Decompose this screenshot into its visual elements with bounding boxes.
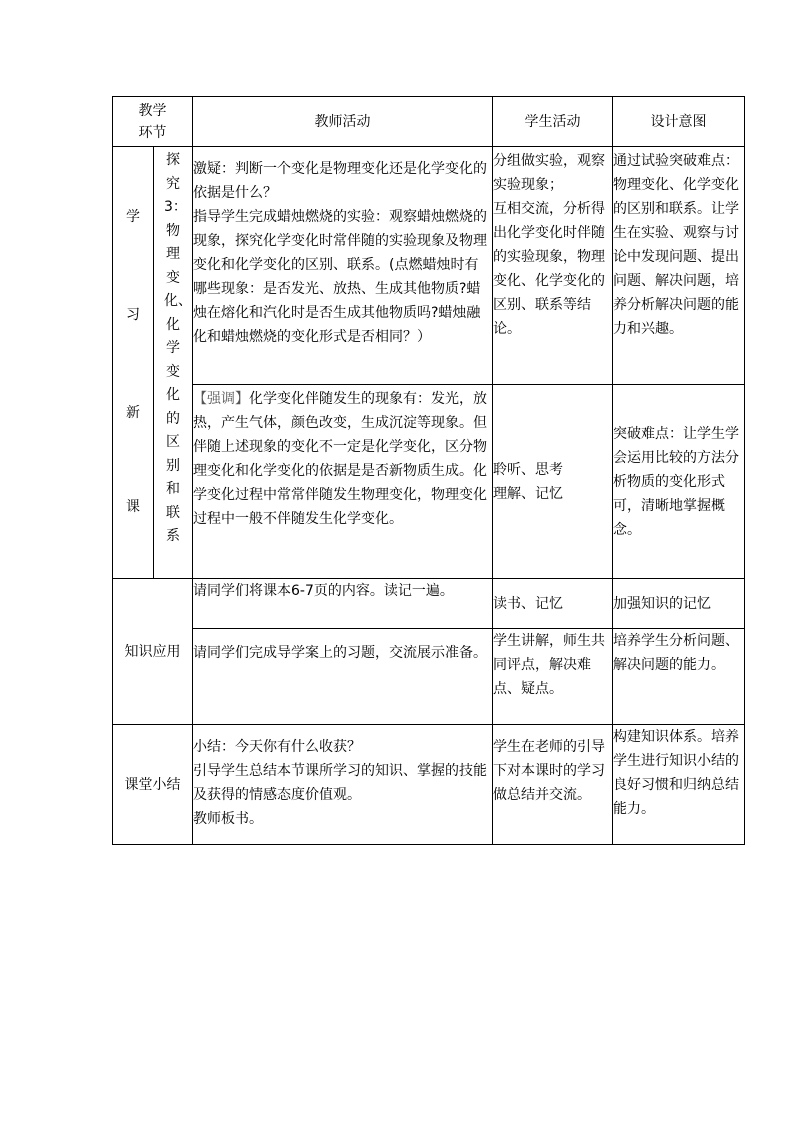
student-activity-cell bbox=[493, 385, 613, 579]
teacher-activity-text: 小结：今天你有什么收获？ 引导学生总结本节课所学习的知识、掌握的技能及获得的情感态度价值观。 教师板书。 bbox=[193, 739, 487, 827]
teacher-activity-cell bbox=[193, 147, 493, 385]
student-activity-text: 学生讲解，师生共同评点，解决难点、疑点。 bbox=[493, 633, 605, 697]
design-intent-cell bbox=[613, 725, 745, 845]
design-intent-text: 突破难点：让学生学会运用比较的方法分析物质的变化形式可，清晰地掌握概念。 bbox=[613, 425, 739, 538]
header-teacher-activity: 教师活动 bbox=[193, 97, 493, 147]
design-intent-cell bbox=[613, 147, 745, 385]
sub-stage-label: 探究3：物理变化、化学变化的区别和联系 bbox=[164, 152, 192, 544]
teacher-activity-text: 激疑：判断一个变化是物理变化还是化学变化的依据是什么？ 指导学生完成蜡烛燃烧的实验：观察蜡烛燃烧的现象，探究化学变化时常伴随的实验现象及物理变化和化学变化的区别、联系。(点燃蜡烛时有哪些现象：是否发光、放热、生成其他物质?蜡烛在熔化和汽化时是否生成其他物质吗?蜡烛融化和蜡烛燃烧的变化形式是否相同？） bbox=[193, 161, 487, 345]
table-row bbox=[113, 147, 745, 385]
student-activity-text: 学生在老师的引导下对本课时的学习做总结并交流。 bbox=[493, 739, 605, 803]
table-row bbox=[113, 629, 745, 725]
teacher-activity-text: 请同学们完成导学案上的习题，交流展示准备。 bbox=[193, 645, 487, 661]
student-activity-text: 分组做实验，观察实验现象； 互相交流，分析得出化学变化时伴随的实验现象，物理变化、化学变化的区别、联系等结论。 bbox=[493, 153, 605, 337]
design-intent-text: 构建知识体系。培养学生进行知识小结的良好习惯和归纳总结能力。 bbox=[613, 729, 739, 817]
student-activity-cell bbox=[493, 579, 613, 629]
teacher-activity-cell bbox=[193, 629, 493, 725]
student-activity-text: 聆听、思考 理解、记忆 bbox=[493, 461, 563, 502]
teacher-activity-text: 请同学们将课本6-7页的内容。读记一遍。 bbox=[193, 583, 454, 599]
teacher-activity-cell bbox=[193, 579, 493, 629]
teacher-activity-text: 【强调】化学变化伴随发生的现象有：发光，放热，产生气体，颜色改变，生成沉淀等现象。但伴随上述现象的变化不一定是化学变化，区分物理变化和化学变化的依据是是否新物质生成。化学变化过程中常常伴随发生物理变化，物理变化过程中一般不伴随发生化学变化。 bbox=[193, 391, 487, 527]
header-stage: 教学环节 bbox=[113, 97, 193, 147]
teacher-activity-cell bbox=[193, 385, 493, 579]
table-row bbox=[113, 579, 745, 629]
design-intent-cell bbox=[613, 629, 745, 725]
student-activity-cell bbox=[493, 725, 613, 845]
stage-char: 新 bbox=[126, 405, 140, 421]
header-design-intent: 设计意图 bbox=[613, 97, 745, 147]
design-intent-text: 加强知识的记忆 bbox=[613, 595, 711, 612]
sub-stage-cell bbox=[154, 147, 193, 579]
design-intent-text: 培养学生分析问题、解决问题的能力。 bbox=[613, 633, 739, 673]
stage-cell-knowledge-application: 知识应用 bbox=[113, 579, 193, 725]
table-row bbox=[113, 385, 745, 579]
table-row bbox=[113, 725, 745, 845]
student-activity-cell bbox=[493, 629, 613, 725]
stage-char: 课 bbox=[126, 499, 140, 515]
header-student-activity: 学生活动 bbox=[493, 97, 613, 147]
design-intent-cell bbox=[613, 579, 745, 629]
lesson-plan-table bbox=[112, 96, 745, 845]
design-intent-cell bbox=[613, 385, 745, 579]
teacher-activity-cell bbox=[193, 725, 493, 845]
student-activity-cell bbox=[493, 147, 613, 385]
student-activity-text: 读书、记忆 bbox=[493, 595, 563, 612]
header-row bbox=[113, 97, 745, 147]
design-intent-text: 通过试验突破难点：物理变化、化学变化的区别和联系。让学生在实验、观察与讨论中发现问题、提出问题、解决问题，培养分析解决问题的能力和兴趣。 bbox=[613, 153, 739, 337]
stage-cell-class-summary: 课堂小结 bbox=[113, 725, 193, 845]
emphasis-tag: 【强调】 bbox=[193, 391, 249, 407]
stage-char: 习 bbox=[126, 307, 140, 323]
stage-cell-learn-new bbox=[113, 147, 154, 579]
stage-char: 学 bbox=[126, 209, 140, 225]
